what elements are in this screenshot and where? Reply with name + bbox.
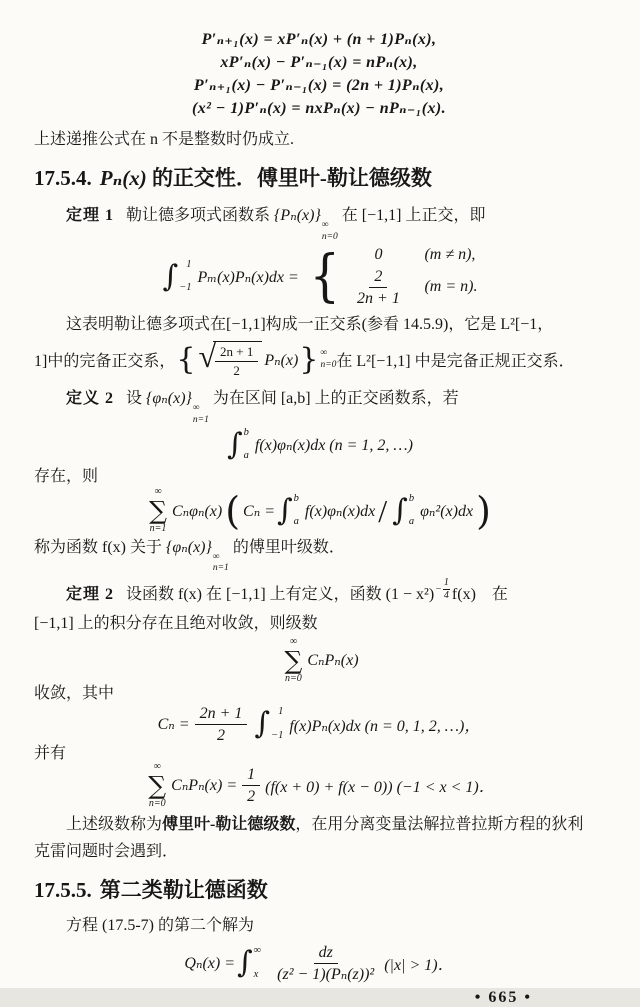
coefficient-integral-formula [34,427,604,463]
integrand: f(x)Pₙ(x)dx (n = 0, 1, 2, …)， [289,717,481,735]
radical-sign: √ [198,338,216,375]
coefficient-formula [34,705,604,743]
section-number: 17.5.5. [34,878,92,903]
integral-limits [294,494,299,528]
closing-bold-term: 傅里叶-勒让德级数 [162,816,296,834]
section-heading-17-5-4 [34,163,604,193]
theorem-1 [34,203,604,244]
remark-line-1: 这表明勒让德多项式在[−1,1]构成一正交系(参看 14.5.9)，它是 L²[−1， [66,315,554,333]
radical-body [213,341,262,378]
set-limits [193,403,209,427]
integral-limits [271,707,283,741]
coefficient-lhs: Cₙ = [243,502,275,520]
set-limits [320,348,336,372]
case-2-value [346,267,410,308]
fraction-denominator: 2n + 1 [357,289,400,307]
equation-intro-text: 方程 (17.5-7) 的第二个解为 [66,917,254,935]
integral-limits [244,428,249,462]
theorem-2-label: 定理 2 [66,586,115,604]
definition-2-text-pre: 设 [126,389,147,407]
definition-2-text-post: 为在区间 [a,b] 上的正交函数系，若 [208,389,459,407]
case-row [346,246,477,264]
case-2-condition: (m = n). [424,278,478,296]
fraction [352,267,405,308]
open-paren: ( [225,488,241,533]
fraction-numerator: dz [314,943,338,964]
definition-2-label: 定义 2 [66,389,115,407]
fourier-series-formula [34,486,604,534]
phi-set-expr: {φₙ(x)} [146,389,192,407]
series-term: CₙPₙ(x) [307,652,359,670]
recurrence-equations [34,28,604,120]
caption-post: 的傅里叶级数． [228,538,345,556]
integral-upper: b [408,492,415,504]
exponent-minus-quarter [435,576,450,603]
mini-fraction [443,578,450,601]
remark-text-pre: 1]中的完备正交系， [34,353,176,371]
fraction [215,344,258,378]
integrand: f(x)φₙ(x)dx [304,502,376,520]
set-limits [213,552,229,576]
fraction-numerator: 1 [242,765,260,786]
integral-sign: ∫ [276,492,293,528]
recurrence-eq-1: P′ₙ₊₁(x) = xP′ₙ(x) + (n + 1)Pₙ(x), [201,31,437,48]
integral-upper: 1 [186,258,192,270]
theorem-2-line-1 [34,577,604,610]
fraction-denominator: 2 [233,362,240,378]
fraction-numerator: 2n + 1 [195,704,248,725]
set-sub: n=0 [320,359,337,370]
integral-limits [254,946,262,980]
set-sub: n=1 [192,414,209,425]
sum-lower: n=1 [149,523,167,534]
integral-upper: 1 [278,706,284,718]
integral-lower: x [253,968,259,980]
sum-upper: ∞ [289,635,297,647]
integral [237,946,265,980]
caption-pre: 称为函数 f(x) 关于 [34,538,166,556]
theorem-1-label: 定理 1 [66,207,115,224]
heading-math: Pₙ(x) [99,166,147,190]
integral-sign: ∫ [162,258,179,294]
exists-text: 存在，则 [34,467,99,485]
recurrence-note: 上述递推公式在 n 不是整数时仍成立. [34,131,295,148]
series-term: Cₙφₙ(x) [171,502,223,520]
case-1-condition: (m ≠ n), [424,245,476,263]
sum-upper: ∞ [154,486,162,497]
recurrence-eq-3: P′ₙ₊₁(x) − P′ₙ₋₁(x) = (2n + 1)Pₙ(x), [193,77,445,94]
integral-limits [409,494,414,528]
integral [163,260,196,294]
sum-lower: n=0 [285,672,302,684]
recurrence-eq-2: xP′ₙ(x) − P′ₙ₋₁(x) = nPₙ(x), [220,54,418,71]
integral-lower: −1 [271,729,284,741]
phi-set-expr: {φₙ(x)} [166,538,212,556]
condition: (|x| > 1)． [384,956,454,974]
integral-upper: ∞ [253,945,262,957]
remark-text-post: 在 L²[−1,1] 中是完备正规正交系． [336,353,575,371]
integrand: f(x)φₙ(x)dx (n = 1, 2, …) [254,436,413,454]
orthogonality-formula [34,243,604,309]
fraction-denominator: 2 [247,787,256,805]
radical-tail: Pₙ(x) [264,351,299,369]
mini-numerator: 1 [443,577,449,589]
sum-operator [148,762,166,809]
fraction [195,704,248,745]
set-sup: ∞ [321,220,329,230]
converges-text: 收敛，其中 [34,685,115,703]
case-row [346,267,477,308]
heading-text: 第二类勒让德函数 [99,878,268,903]
set-sup: ∞ [212,551,220,562]
identity-rhs: (f(x + 0) + f(x − 0)) (−1 < x < 1)． [265,778,495,796]
convergence-identity-formula [34,760,604,809]
integral [227,428,253,462]
cases [346,246,477,308]
section-number: 17.5.4. [34,166,92,190]
heading-text: 的正交性．傅里叶-勒让德级数 [146,166,432,190]
open-brace: { [176,341,196,377]
theorem-1-text-post: 在 [−1,1] 上正交，即 [337,207,486,224]
sum-upper: ∞ [153,760,161,772]
definition-2 [34,386,604,427]
identity-lhs: CₙPₙ(x) = [171,777,238,795]
set-sub: n=0 [321,231,338,242]
q-lhs: Qₙ(x) = [184,955,235,973]
integral-lower: a [408,516,415,527]
theorem-2-line-2: [−1,1] 上的积分存在且绝对收敛，则级数 [34,615,318,633]
fraction-denominator: (z² − 1)(Pₙ(z))² [277,965,375,983]
sum-sign: ∑ [148,770,167,800]
second-kind-legendre-formula [34,941,604,985]
integrand: Pₘ(x)Pₙ(x)dx = [197,268,299,286]
series-sum-formula [34,637,604,683]
integral-sign: ∫ [254,706,271,742]
fraction-denominator: 2 [216,726,225,744]
close-brace: } [299,341,319,377]
sum-operator [149,487,167,534]
fraction [242,765,260,806]
close-paren: ) [476,488,491,533]
theorem-2-text-pre: 设函数 f(x) 在 [−1,1] 上有定义，函数 (1 − x²) [126,586,435,604]
sum-lower: n=0 [148,797,166,809]
integral-limits [179,260,191,294]
integral-sign: ∫ [227,426,243,462]
coefficient-lhs: Cₙ = [157,716,190,734]
cases-brace: { [309,243,340,309]
integral-lower: −1 [179,282,192,294]
polynomial-set-expr: {Pₙ(x)} [274,207,321,224]
set-limits [322,220,338,244]
closing-post: ，在用分离变量法解拉普拉斯方程的狄利 [295,816,584,834]
fraction-numerator: 2n + 1 [215,344,258,362]
page-number: • 665 • [474,989,532,1007]
fraction-numerator: 2 [369,267,387,288]
division-slash: / [378,492,388,529]
set-sub: n=1 [212,563,229,574]
integral [277,494,303,528]
set-sup: ∞ [192,402,200,413]
theorem-1-text-pre: 勒让德多项式函数系 [126,207,275,224]
integral-lower: a [293,516,299,527]
integral [254,707,287,741]
integrand: φₙ²(x)dx [420,502,474,520]
and-have-text: 并有 [34,745,67,763]
theorem-2-text-post: f(x) 在 [451,586,508,604]
case-1-value: 0 [374,245,383,263]
remark-line-2 [34,340,604,380]
mini-denominator: 4 [443,590,449,602]
fraction [272,943,379,984]
integral-upper: b [243,426,249,438]
section-heading-17-5-5 [34,875,604,905]
closing-line-2: 克雷问题时会遇到． [34,843,179,861]
fourier-series-caption [34,535,604,576]
exponent-minus: − [435,584,442,596]
integral-sign: ∫ [237,945,253,981]
integral-sign: ∫ [392,492,408,528]
sum-operator [284,637,302,684]
radical [198,338,262,378]
integral [392,494,418,528]
set-sup: ∞ [320,347,328,358]
sum-sign: ∑ [284,645,303,675]
integral-lower: a [243,450,249,461]
integral-upper: b [293,492,299,504]
recurrence-eq-4: (x² − 1)P′ₙ(x) = nxPₙ(x) − nPₙ₋₁(x). [192,100,446,117]
closing-line-1 [34,811,604,838]
sum-sign: ∑ [149,496,167,525]
closing-pre: 上述级数称为 [66,816,163,834]
